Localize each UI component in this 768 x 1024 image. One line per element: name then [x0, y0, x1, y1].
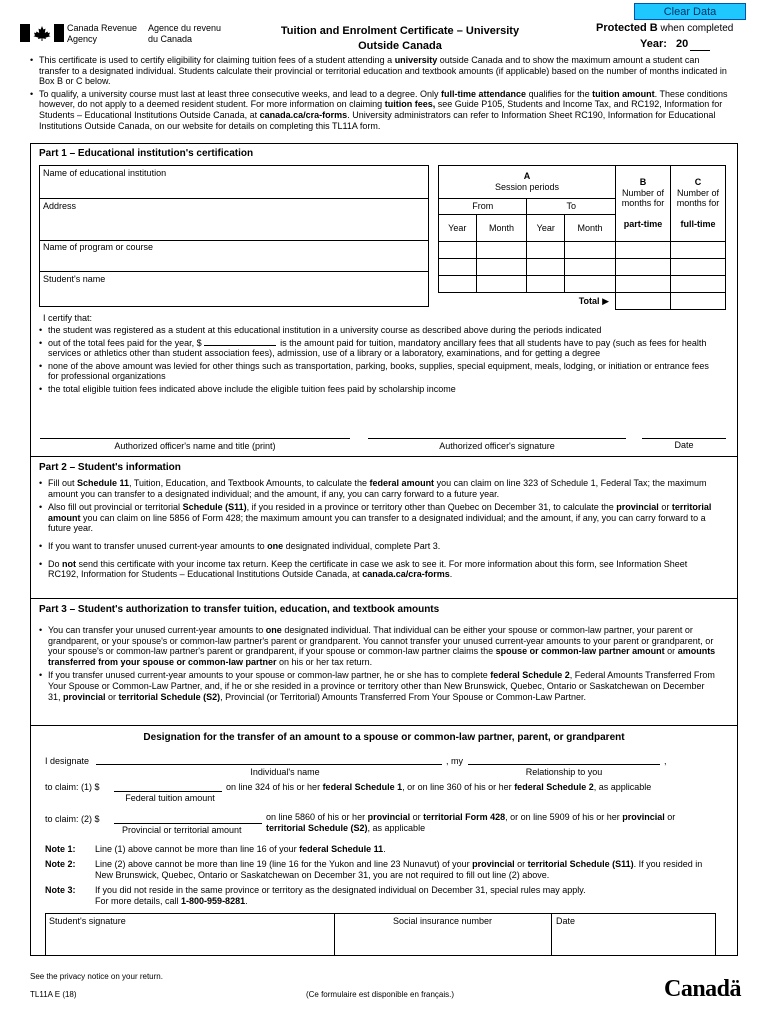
officer-name-line[interactable]	[40, 438, 350, 439]
part3-bullets	[39, 625, 719, 704]
col-year: Year	[439, 215, 477, 242]
total-full-time-cell[interactable]	[671, 293, 726, 310]
provincial-amount-input[interactable]	[114, 823, 262, 824]
officer-date-line[interactable]	[642, 438, 726, 439]
note2-label: Note 2:	[45, 859, 76, 869]
session-cell[interactable]	[439, 276, 477, 293]
session-cell[interactable]	[527, 242, 565, 259]
federal-tuition-label: Federal tuition amount	[125, 793, 215, 803]
address-field[interactable]: Address	[43, 201, 77, 211]
total-fees-input[interactable]	[204, 345, 276, 346]
designation-heading: Designation for the transfer of an amount to a spouse or common-law partner, parent, or grandparent	[143, 732, 625, 743]
certify-bullet: • out of the total fees paid for the year, $ is the amount paid for tuition, mandatory ancillary fees that all students have to pay (such as fees for health services or athletics other than student association fees), admission, use of a library or a laboratory, examinations, and for getting a degree	[39, 338, 719, 359]
sin-field[interactable]: Social insurance number	[392, 916, 493, 926]
year-input[interactable]	[690, 50, 710, 51]
col-a-header: A Session periods	[439, 166, 616, 199]
student-date-field[interactable]: Date	[556, 916, 576, 926]
part2-bullet: • Fill out Schedule 11, Tuition, Education, and Textbook Amounts, to calculate the federal amount you can claim on line 323 of Schedule 1, Federal Tax; the maximum amount you can transfer to a designated individual; and the amount, if any, you can carry forward to a future year.	[39, 478, 719, 499]
part3-heading: Part 3 – Student's authorization to transfer tuition, education, and textbook amounts	[39, 604, 440, 615]
certify-bullet: • the student was registered as a student at this educational institution in a university course as described above during the periods indicated	[39, 325, 719, 336]
session-cell[interactable]	[527, 259, 565, 276]
i-designate-label: I designate	[45, 756, 90, 766]
arrow-right-icon: ▶	[602, 295, 609, 306]
relationship-input[interactable]	[468, 764, 660, 765]
certify-bullets	[39, 325, 719, 397]
comma-label: ,	[664, 756, 667, 766]
session-cell[interactable]	[565, 259, 616, 276]
part2-heading: Part 2 – Student's information	[39, 462, 181, 473]
french-availability: (Ce formulaire est disponible en français.)	[305, 990, 455, 999]
agency-name-fr: Agence du revenu du Canada	[148, 23, 222, 44]
col-from-header: From	[439, 199, 527, 215]
officer-signature-label: Authorized officer's signature	[439, 441, 555, 451]
total-part-time-cell[interactable]	[616, 293, 671, 310]
session-cell[interactable]	[671, 259, 726, 276]
part2-bullet: • If you want to transfer unused current-year amounts to one designated individual, complete Part 3.	[39, 541, 719, 552]
intro-bullets	[30, 55, 730, 133]
session-cell[interactable]	[616, 242, 671, 259]
session-cell[interactable]	[439, 242, 477, 259]
session-cell[interactable]	[476, 242, 527, 259]
session-cell[interactable]	[527, 276, 565, 293]
form-title: Tuition and Enrolment Certificate – University Outside Canada	[280, 25, 520, 52]
institution-name-field[interactable]: Name of educational institution	[43, 168, 167, 178]
intro-bullet: • This certificate is used to certify eligibility for claiming tuition fees of a student attending a university outside Canada and to show the maximum amount a student can transfer to a designated individual. Students calculate their provincial or territorial education and textbook amounts (if applicable) based on the number of months indicated in Box B or C below.	[30, 55, 730, 87]
col-year: Year	[527, 215, 565, 242]
col-month: Month	[476, 215, 527, 242]
claim2-text: on line 5860 of his or her provincial or territorial Form 428, or on line 5909 of his or her provincial or territorial Schedule (S2), as applicable	[266, 812, 676, 833]
session-cell[interactable]	[671, 276, 726, 293]
part2-bullets	[39, 478, 719, 582]
claim1-text: on line 324 of his or her federal Schedule 1, or on line 360 of his or her federal Schedule 2, as applicable	[226, 782, 652, 792]
year-prefix: 20	[676, 38, 689, 50]
agency-name-en: Canada Revenue Agency	[67, 23, 138, 44]
canada-flag-icon	[20, 24, 64, 42]
session-cell[interactable]	[616, 259, 671, 276]
col-b-header: B Number of months for part-time	[616, 166, 671, 242]
institution-fields	[39, 165, 429, 307]
officer-date-label: Date	[674, 440, 694, 450]
program-name-field[interactable]: Name of program or course	[43, 242, 154, 252]
part3-bullet: • If you transfer unused current-year amounts to your spouse or common-law partner, he or she has to complete federal Schedule 2, Federal Amounts Transferred From Your Spouse or Common-Law Partner, and, if he or she resided in a province or territory other than New Brunswick, Quebec, Ontario or Saskatchewan on December 31, provincial or territorial Schedule (S2), Provincial (or Territorial) Amounts Transferred From Your Spouse or Common-Law Partner.	[39, 670, 719, 702]
part1-heading: Part 1 – Educational institution's certification	[39, 148, 254, 159]
year-label: Year:	[640, 38, 667, 50]
note1-text: Line (1) above cannot be more than line 16 of your federal Schedule 11.	[95, 844, 386, 854]
session-cell[interactable]	[439, 259, 477, 276]
certify-bullet: • the total eligible tuition fees indicated above include the eligible tuition fees paid by scholarship income	[39, 384, 719, 395]
privacy-notice: See the privacy notice on your return.	[30, 972, 163, 981]
my-label: , my	[446, 756, 463, 766]
part2-bullet: • Do not send this certificate with your income tax return. Keep the certificate in case we ask to see it. For more information about this form, see Information Sheet RC192, Information for Students – Educational Institutions Outside Canada, at canada.ca/cra-forms.	[39, 559, 719, 580]
certify-intro: I certify that:	[43, 313, 93, 323]
session-cell[interactable]	[476, 259, 527, 276]
total-label: Total ▶	[439, 293, 616, 310]
student-signature-field[interactable]: Student's signature	[49, 916, 126, 926]
col-month: Month	[565, 215, 616, 242]
clear-data-button[interactable]: Clear Data	[634, 3, 746, 20]
note3-label: Note 3:	[45, 885, 76, 895]
part2-bullet: • Also fill out provincial or territorial Schedule (S11), if you resided in a province or territory other than Quebec on December 31, to calculate the provincial or territorial amount you can claim on line 5856 of Form 428; the maximum amount you can transfer to a designated individual; and the amount, if any, you can carry forward to a future year.	[39, 502, 719, 534]
note3-text: If you did not reside in the same province or territory as the designated individual on December 31, special rules may apply. For more details, call 1-800-959-8281.	[95, 885, 586, 906]
col-c-header: C Number of months for full-time	[671, 166, 726, 242]
session-cell[interactable]	[565, 242, 616, 259]
session-cell[interactable]	[616, 276, 671, 293]
session-cell[interactable]	[671, 242, 726, 259]
note2-text: Line (2) above cannot be more than line 19 (line 16 for the Yukon and line 23 Nunavut) of your provincial or territorial Schedule (S11). If you resided in New Brunswick, Quebec, Ontario or Saskatchewan on December 31, you are not required to fill out line (2) above.	[95, 859, 703, 880]
relationship-label: Relationship to you	[525, 767, 603, 777]
canada-wordmark: Canadä	[664, 976, 742, 1002]
provincial-amount-label: Provincial or territorial amount	[122, 825, 242, 835]
protected-status: Protected B when completed	[596, 22, 734, 34]
officer-signature-line[interactable]	[368, 438, 626, 439]
certify-bullet: • none of the above amount was levied for other things such as transportation, parking, books, supplies, special equipment, meals, lodging, or initiation or entrance fees for professional organizations	[39, 361, 719, 382]
claim2-prefix: to claim: (2) $	[45, 814, 100, 824]
individual-name-label: Individual's name	[250, 767, 320, 777]
note1-label: Note 1:	[45, 844, 76, 854]
officer-name-label: Authorized officer's name and title (print)	[114, 441, 276, 451]
part3-bullet: • You can transfer your unused current-year amounts to one designated individual. That individual can be either your spouse or common-law partner, your parent or grandparent, or your spouse's or common-law partner's parent or grandparent. You cannot transfer your unused current-year amounts to your parent or grandparent, or your spouse's or common-law partner's parent or grandparent, if your spouse or common-law partner claims the spouse or common-law partner amount or amounts transferred from your spouse or common-law partner on his or her tax return.	[39, 625, 719, 667]
form-id: TL11A E (18)	[30, 990, 77, 999]
session-periods-table	[438, 165, 726, 310]
session-cell[interactable]	[476, 276, 527, 293]
individual-name-input[interactable]	[96, 764, 442, 765]
col-to-header: To	[527, 199, 616, 215]
session-cell[interactable]	[565, 276, 616, 293]
federal-tuition-input[interactable]	[114, 791, 222, 792]
claim1-prefix: to claim: (1) $	[45, 782, 100, 792]
student-name-field[interactable]: Student's name	[43, 274, 106, 284]
intro-bullet: • To qualify, a university course must last at least three consecutive weeks, and lead to a degree. Only full-time attendance qualifies for the tuition amount. These conditions however, do not apply to a deemed resident student. For more information on claiming tuition fees, see Guide P105, Students and Income Tax, and RC192, Information for Students – Educational Institutions Outside Canada, at canada.ca/cra-forms. University administrators can refer to Information Sheet RC190, Information for Educational Institutions Outside Canada, on our website for details on completing this TL11A form.	[30, 89, 730, 131]
